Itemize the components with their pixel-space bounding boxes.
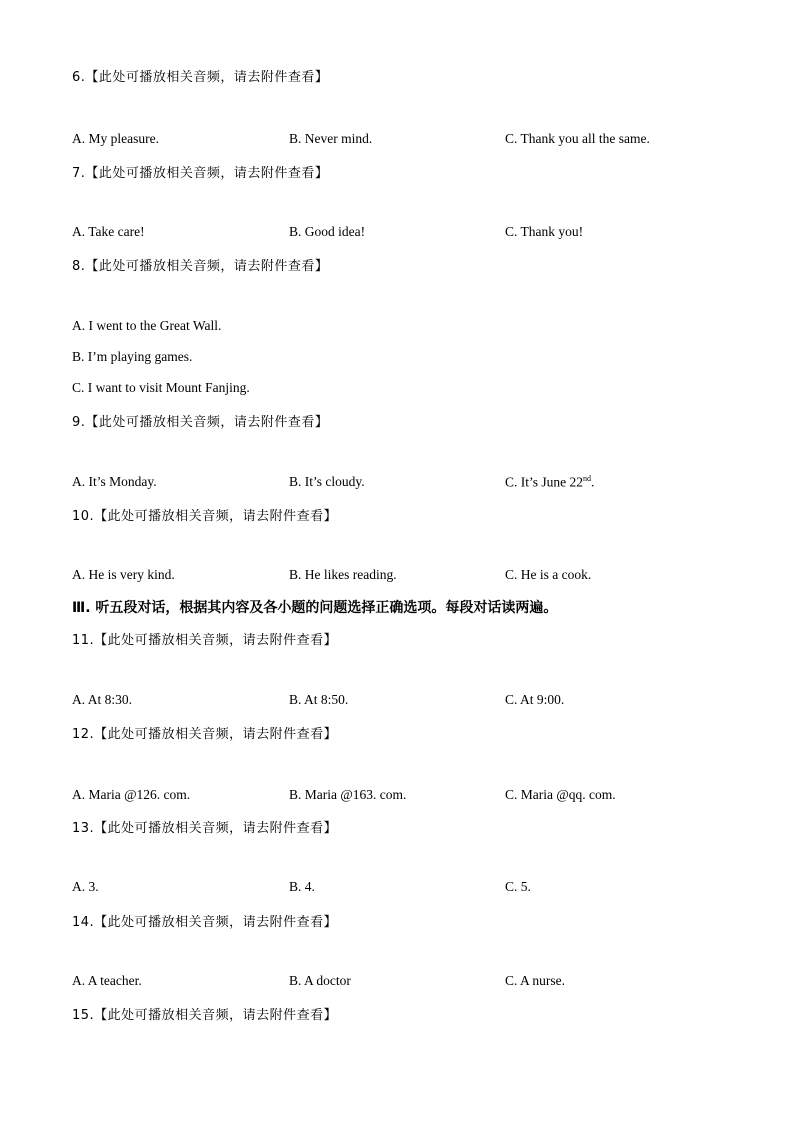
q14-option-c: C. A nurse. bbox=[505, 973, 566, 988]
question-6-label: 6.【此处可播放相关音频，请去附件查看】 bbox=[72, 70, 329, 85]
q12-option-b: B. Maria @163. com. bbox=[289, 787, 407, 802]
q6-option-b: B. Never mind. bbox=[289, 131, 373, 146]
q7-option-b: B. Good idea! bbox=[289, 224, 366, 239]
q6-option-c: C. Thank you all the same. bbox=[505, 131, 650, 146]
section-3-heading: Ⅲ. 听五段对话，根据其内容及各小题的问题选择正确选项。每段对话读两遍。 bbox=[72, 600, 558, 616]
q13-option-c: C. 5. bbox=[505, 879, 531, 894]
q14-option-b: B. A doctor bbox=[289, 973, 351, 988]
q7-option-c: C. Thank you! bbox=[505, 224, 584, 239]
q10-option-b: B. He likes reading. bbox=[289, 567, 397, 582]
q10-option-a: A. He is very kind. bbox=[72, 567, 175, 582]
q11-option-a: A. At 8:30. bbox=[72, 692, 133, 707]
q8-option-c: C. I want to visit Mount Fanjing. bbox=[72, 380, 250, 395]
q10-option-c: C. He is a cook. bbox=[505, 567, 592, 582]
q9-option-a: A. It’s Monday. bbox=[72, 474, 157, 489]
q13-option-b: B. 4. bbox=[289, 879, 315, 894]
question-9-label: 9.【此处可播放相关音频，请去附件查看】 bbox=[72, 415, 329, 430]
q9-option-c-period: . bbox=[591, 474, 595, 490]
q12-option-a: A. Maria @126. com. bbox=[72, 787, 191, 802]
question-14-label: 14.【此处可播放相关音频，请去附件查看】 bbox=[72, 915, 338, 930]
q9-option-c-text: C. It’s June 22 bbox=[505, 474, 584, 490]
question-15-label: 15.【此处可播放相关音频，请去附件查看】 bbox=[72, 1008, 338, 1023]
q14-option-a: A. A teacher. bbox=[72, 973, 142, 988]
q9-option-c bbox=[505, 474, 594, 491]
question-10-label: 10.【此处可播放相关音频，请去附件查看】 bbox=[72, 509, 338, 524]
question-13-label: 13.【此处可播放相关音频，请去附件查看】 bbox=[72, 821, 338, 836]
q6-option-a: A. My pleasure. bbox=[72, 131, 159, 146]
q9-option-c-sup: nd bbox=[583, 474, 592, 483]
question-12-label: 12.【此处可播放相关音频，请去附件查看】 bbox=[72, 727, 338, 742]
q12-option-c: C. Maria @qq. com. bbox=[505, 787, 616, 802]
q11-option-c: C. At 9:00. bbox=[505, 692, 565, 707]
q11-option-b: B. At 8:50. bbox=[289, 692, 349, 707]
q8-option-a: A. I went to the Great Wall. bbox=[72, 318, 222, 333]
question-11-label: 11.【此处可播放相关音频，请去附件查看】 bbox=[72, 633, 338, 648]
q8-option-b: B. I’m playing games. bbox=[72, 349, 193, 364]
question-8-label: 8.【此处可播放相关音频，请去附件查看】 bbox=[72, 259, 329, 274]
question-7-label: 7.【此处可播放相关音频，请去附件查看】 bbox=[72, 166, 329, 181]
q9-option-b: B. It’s cloudy. bbox=[289, 474, 365, 489]
q7-option-a: A. Take care! bbox=[72, 224, 145, 239]
q13-option-a: A. 3. bbox=[72, 879, 99, 894]
